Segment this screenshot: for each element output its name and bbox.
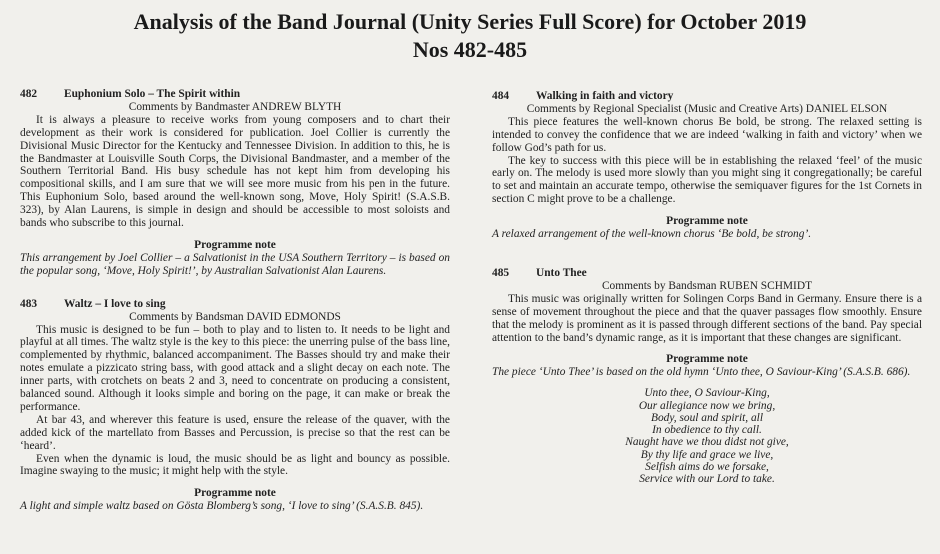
programme-note-heading: Programme note	[194, 238, 276, 251]
item-number: 482	[20, 88, 38, 100]
right-column	[492, 90, 922, 486]
hymn-line: Selfish aims do we forsake,	[645, 461, 769, 473]
item-heading	[20, 88, 450, 101]
paragraph: This music was originally written for Solingen Corps Band in Germany. Ensure there is a sense of movement throughout the piece and that the quaver passages flow smoothly. Ensure that the melody is prominent as it is passed through different sections of the band. Pay special attention to the band’s dynamic range, as it is important that these changes are significant.	[492, 292, 922, 344]
hymn-line: Our allegiance now we bring,	[638, 399, 776, 412]
item-body	[20, 114, 450, 230]
item-title: Walking in faith and victory	[536, 90, 674, 102]
paragraph: This piece features the well-known chorus Be bold, be strong. The relaxed setting is intended to convey the confidence that we are indeed ‘walking in faith and victory’ when we follow God’s path for us.	[492, 115, 922, 154]
programme-note-heading: Programme note	[194, 487, 276, 500]
item-title: Euphonium Solo – The Spirit within	[64, 88, 241, 100]
paragraph: Even when the dynamic is loud, the music should be as light and bouncy as possible. Imagine swaying to the music; it might help with the style.	[20, 452, 450, 478]
hymn-line: Unto thee, O Saviour-King,	[644, 387, 770, 400]
hymn-line: By thy life and grace we live,	[640, 448, 774, 461]
item-body	[492, 293, 922, 345]
item-heading	[20, 298, 450, 311]
item-comments-byline: Comments by Bandsman DAVID EDMONDS	[129, 310, 341, 323]
item-comments-byline: Comments by Bandmaster ANDREW BLYTH	[128, 100, 342, 113]
hymn-line: In obedience to thy call.	[652, 424, 762, 437]
paragraph: At bar 43, and wherever this feature is used, ensure the release of the quaver, with the added kick of the martellato from Basses and Percussion, is precise so that the rest can be ‘heard’.	[20, 413, 450, 452]
item-title: Waltz – I love to sing	[64, 297, 166, 310]
page-title: Analysis of the Band Journal (Unity Series Full Score) for October 2019	[133, 9, 807, 34]
hymn-line: Service with our Lord to take.	[639, 473, 775, 486]
left-column	[20, 88, 450, 513]
item-body	[20, 324, 450, 479]
programme-note-text: A light and simple waltz based on Gösta Blomberg’s song, ‘I love to sing’ (S.A.S.B. 845).	[20, 500, 424, 513]
programme-note-text: The piece ‘Unto Thee’ is based on the old hymn ‘Unto thee, O Saviour-King’ (S.A.S.B. 686).	[492, 366, 911, 379]
programme-note-heading: Programme note	[666, 353, 748, 366]
programme-note-heading: Programme note	[666, 215, 748, 228]
programme-note-text: This arrangement by Joel Collier – a Salvationist in the USA Southern Territory – is based on the popular song, ‘Move, Holy Spirit!’, by Australian Salvationist Alan Laurens.	[20, 251, 450, 277]
hymn-line: Naught have we thou didst not give,	[625, 436, 789, 449]
page-subtitle: Nos 482-485	[412, 37, 528, 62]
item-483	[20, 298, 450, 514]
item-485	[492, 267, 922, 486]
item-body	[492, 116, 922, 206]
item-number: 483	[20, 297, 38, 310]
item-number: 484	[492, 90, 510, 102]
item-title: Unto Thee	[536, 266, 587, 279]
programme-note-text: A relaxed arrangement of the well-known chorus ‘Be bold, be strong’.	[492, 228, 812, 241]
item-heading	[492, 90, 922, 103]
item-484	[492, 90, 922, 241]
item-comments-byline: Comments by Bandsman RUBEN SCHMIDT	[601, 279, 813, 292]
hymn-line: Body, soul and spirit, all	[650, 411, 763, 424]
paragraph: It is always a pleasure to receive works from young composers and to chart their development as their work is considered for publication. Joel Collier is currently the Divisional Music Director for the Kentucky and Tennessee Division. In addition to this, he is the Bandmaster at Louisville South Corps, the Divisional Bandmaster, and a member of the Southern Territorial Band. His busy schedule has not kept him from developing his compositional skills, and I am sure that we will see more music from his pen in the future. This Euphonium Solo, based around the well-known song, Move, Holy Spirit! (S.A.S.B. 323), by Alan Laurens, is simple in design and should be accessible to most soloists and bands who subscribe to this journal.	[20, 113, 450, 230]
item-482	[20, 88, 450, 278]
hymn-verse	[492, 387, 922, 485]
paragraph: This music is designed to be fun – both to play and to listen to. It needs to be light and playful at all times. The waltz style is the key to this piece: the unerring pulse of the bass line, complemented by rhythmic, balanced accompaniment. The Basses should try and make their notes emulate a pizzicato string bass, with good attack and a slight decay on each note. The inner parts, with crotchets on beats 2 and 3, need to concentrate on producing a consistent, balanced sound. Although it looks simple and boring on the page, it can make or break the performance.	[20, 323, 450, 413]
item-heading	[492, 267, 922, 280]
item-number: 485	[492, 266, 510, 279]
item-comments-byline: Comments by Regional Specialist (Music and Creative Arts) DANIEL ELSON	[526, 102, 888, 115]
paragraph: The key to success with this piece will be in establishing the relaxed ‘feel’ of the music early on. The melody is used more slowly than you might sing it congregationally; be careful to set and maintain an accurate tempo, otherwise the semiquaver figures for the 1st Cornets in section C might prove to be a challenge.	[492, 154, 922, 206]
